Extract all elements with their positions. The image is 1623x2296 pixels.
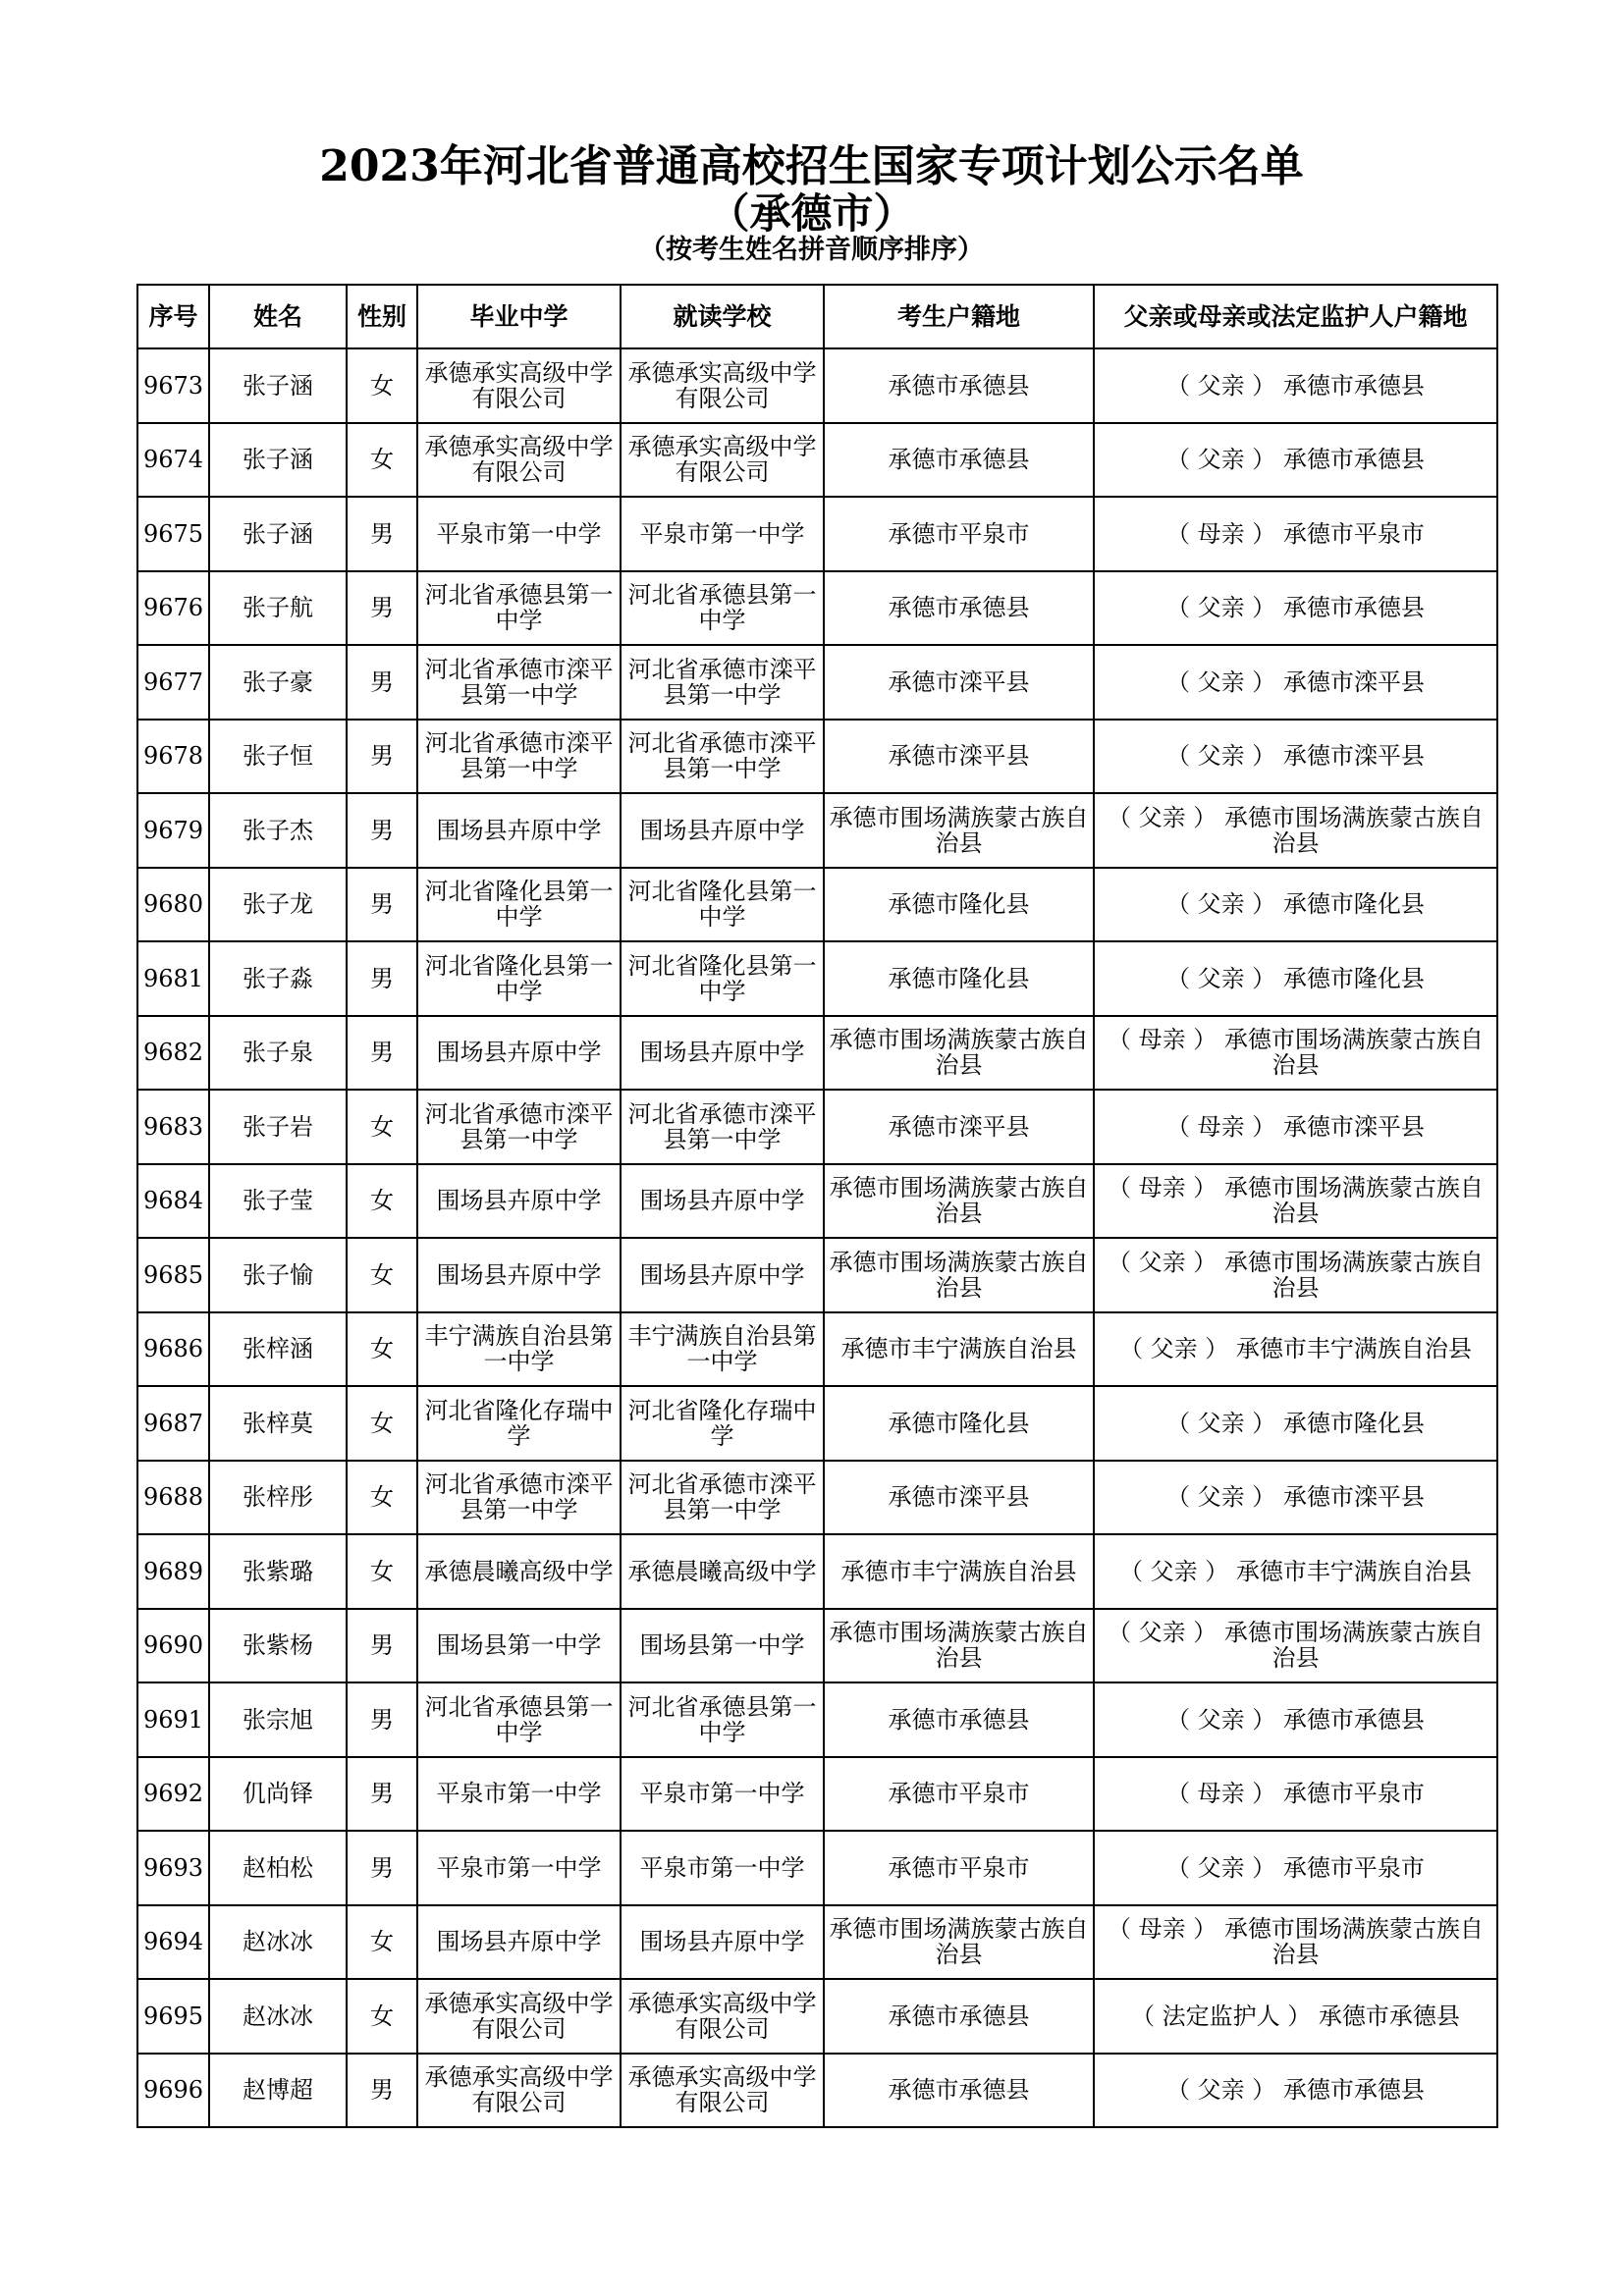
cell-name: 张子莹 (209, 1164, 347, 1239)
cell-name: 张子涵 (209, 497, 347, 571)
table-row (137, 1386, 1497, 1461)
cell-name: 仉尚铎 (209, 1757, 347, 1832)
cell-grad-school: 平泉市第一中学 (417, 1831, 621, 1905)
cell-seq: 9677 (137, 645, 209, 720)
cell-guardian-hukou: （ 法定监护人 ） 承德市承德县 (1094, 1979, 1497, 2054)
cell-gender: 女 (347, 423, 417, 498)
cell-gender: 男 (347, 571, 417, 646)
cell-gender: 男 (347, 1609, 417, 1683)
cell-study-school: 承德承实高级中学有限公司 (621, 423, 824, 498)
cell-name: 张子豪 (209, 645, 347, 720)
cell-study-school: 丰宁满族自治县第一中学 (621, 1312, 824, 1387)
cell-gender: 男 (347, 1682, 417, 1757)
cell-name: 赵冰冰 (209, 1905, 347, 1980)
table-row (137, 1609, 1497, 1683)
cell-name: 张紫璐 (209, 1534, 347, 1609)
cell-guardian-hukou: （ 母亲 ） 承德市围场满族蒙古族自治县 (1094, 1016, 1497, 1091)
cell-hukou: 承德市隆化县 (824, 941, 1094, 1016)
cell-study-school: 河北省承德市滦平县第一中学 (621, 1090, 824, 1164)
cell-grad-school: 河北省隆化存瑞中学 (417, 1386, 621, 1461)
cell-study-school: 河北省隆化县第一中学 (621, 868, 824, 942)
cell-guardian-hukou: （ 父亲 ） 承德市承德县 (1094, 423, 1497, 498)
cell-seq: 9694 (137, 1905, 209, 1980)
table-row (137, 1016, 1497, 1091)
cell-gender: 男 (347, 1757, 417, 1832)
cell-guardian-hukou: （ 父亲 ） 承德市隆化县 (1094, 1386, 1497, 1461)
cell-gender: 女 (347, 1386, 417, 1461)
table-row (137, 1312, 1497, 1387)
table-row (137, 2054, 1497, 2128)
cell-hukou: 承德市承德县 (824, 1979, 1094, 2054)
cell-study-school: 河北省承德市滦平县第一中学 (621, 645, 824, 720)
table-row (137, 348, 1497, 423)
table-header-row (137, 285, 1497, 348)
cell-guardian-hukou: （ 母亲 ） 承德市平泉市 (1094, 1757, 1497, 1832)
cell-hukou: 承德市承德县 (824, 348, 1094, 423)
cell-name: 张子杰 (209, 793, 347, 868)
cell-guardian-hukou: （ 父亲 ） 承德市围场满族蒙古族自治县 (1094, 1609, 1497, 1683)
header-gender: 性别 (347, 285, 417, 348)
cell-gender: 男 (347, 1831, 417, 1905)
cell-guardian-hukou: （ 母亲 ） 承德市平泉市 (1094, 497, 1497, 571)
cell-grad-school: 河北省承德市滦平县第一中学 (417, 1461, 621, 1535)
cell-study-school: 河北省承德市滦平县第一中学 (621, 720, 824, 794)
cell-study-school: 平泉市第一中学 (621, 1757, 824, 1832)
cell-study-school: 平泉市第一中学 (621, 1831, 824, 1905)
cell-seq: 9676 (137, 571, 209, 646)
cell-study-school: 围场县卉原中学 (621, 1905, 824, 1980)
cell-guardian-hukou: （ 父亲 ） 承德市承德县 (1094, 348, 1497, 423)
cell-seq: 9689 (137, 1534, 209, 1609)
cell-hukou: 承德市围场满族蒙古族自治县 (824, 1164, 1094, 1239)
cell-seq: 9688 (137, 1461, 209, 1535)
cell-seq: 9682 (137, 1016, 209, 1091)
cell-grad-school: 平泉市第一中学 (417, 497, 621, 571)
cell-study-school: 河北省承德市滦平县第一中学 (621, 1461, 824, 1535)
cell-gender: 男 (347, 941, 417, 1016)
table-row (137, 1461, 1497, 1535)
cell-grad-school: 承德承实高级中学有限公司 (417, 348, 621, 423)
cell-grad-school: 丰宁满族自治县第一中学 (417, 1312, 621, 1387)
cell-study-school: 承德承实高级中学有限公司 (621, 2054, 824, 2128)
table-row (137, 1831, 1497, 1905)
cell-gender: 女 (347, 1164, 417, 1239)
cell-guardian-hukou: （ 母亲 ） 承德市围场满族蒙古族自治县 (1094, 1905, 1497, 1980)
cell-name: 张子岩 (209, 1090, 347, 1164)
table-row (137, 1534, 1497, 1609)
cell-grad-school: 河北省隆化县第一中学 (417, 868, 621, 942)
header-grad-school: 毕业中学 (417, 285, 621, 348)
table-row (137, 720, 1497, 794)
cell-grad-school: 承德承实高级中学有限公司 (417, 423, 621, 498)
cell-study-school: 河北省隆化存瑞中学 (621, 1386, 824, 1461)
cell-seq: 9685 (137, 1238, 209, 1312)
cell-name: 赵冰冰 (209, 1979, 347, 2054)
cell-name: 张子涵 (209, 348, 347, 423)
table-row (137, 645, 1497, 720)
document-subtitle-sort-note: （按考生姓名拼音顺序排序） (639, 235, 984, 265)
cell-study-school: 围场县卉原中学 (621, 1164, 824, 1239)
cell-name: 张子泉 (209, 1016, 347, 1091)
table-row (137, 1682, 1497, 1757)
candidate-table (136, 284, 1498, 2128)
cell-grad-school: 承德承实高级中学有限公司 (417, 1979, 621, 2054)
cell-study-school: 围场县第一中学 (621, 1609, 824, 1683)
cell-hukou: 承德市滦平县 (824, 1461, 1094, 1535)
cell-gender: 男 (347, 645, 417, 720)
cell-guardian-hukou: （ 母亲 ） 承德市围场满族蒙古族自治县 (1094, 1164, 1497, 1239)
cell-guardian-hukou: （ 父亲 ） 承德市滦平县 (1094, 1461, 1497, 1535)
cell-hukou: 承德市平泉市 (824, 1757, 1094, 1832)
table-body (137, 348, 1497, 2127)
cell-name: 张紫杨 (209, 1609, 347, 1683)
cell-guardian-hukou: （ 父亲 ） 承德市滦平县 (1094, 645, 1497, 720)
cell-guardian-hukou: （ 父亲 ） 承德市围场满族蒙古族自治县 (1094, 1238, 1497, 1312)
cell-hukou: 承德市滦平县 (824, 645, 1094, 720)
cell-seq: 9675 (137, 497, 209, 571)
cell-guardian-hukou: （ 父亲 ） 承德市围场满族蒙古族自治县 (1094, 793, 1497, 868)
cell-hukou: 承德市平泉市 (824, 497, 1094, 571)
cell-seq: 9680 (137, 868, 209, 942)
cell-guardian-hukou: （ 父亲 ） 承德市滦平县 (1094, 720, 1497, 794)
cell-guardian-hukou: （ 父亲 ） 承德市隆化县 (1094, 941, 1497, 1016)
cell-name: 张宗旭 (209, 1682, 347, 1757)
cell-grad-school: 河北省承德市滦平县第一中学 (417, 645, 621, 720)
table-row (137, 868, 1497, 942)
header-study-school: 就读学校 (621, 285, 824, 348)
cell-seq: 9683 (137, 1090, 209, 1164)
cell-hukou: 承德市围场满族蒙古族自治县 (824, 793, 1094, 868)
cell-study-school: 承德承实高级中学有限公司 (621, 348, 824, 423)
cell-grad-school: 围场县卉原中学 (417, 793, 621, 868)
cell-guardian-hukou: （ 父亲 ） 承德市丰宁满族自治县 (1094, 1312, 1497, 1387)
table-row (137, 1164, 1497, 1239)
cell-study-school: 围场县卉原中学 (621, 1238, 824, 1312)
cell-seq: 9686 (137, 1312, 209, 1387)
cell-guardian-hukou: （ 父亲 ） 承德市丰宁满族自治县 (1094, 1534, 1497, 1609)
cell-gender: 男 (347, 1016, 417, 1091)
table-row (137, 571, 1497, 646)
table-row (137, 1238, 1497, 1312)
table-row (137, 423, 1497, 498)
cell-seq: 9692 (137, 1757, 209, 1832)
cell-seq: 9673 (137, 348, 209, 423)
cell-gender: 女 (347, 1238, 417, 1312)
cell-name: 张梓彤 (209, 1461, 347, 1535)
cell-name: 赵博超 (209, 2054, 347, 2128)
cell-study-school: 围场县卉原中学 (621, 1016, 824, 1091)
cell-gender: 女 (347, 348, 417, 423)
cell-hukou: 承德市承德县 (824, 2054, 1094, 2128)
cell-name: 张子淼 (209, 941, 347, 1016)
cell-gender: 男 (347, 793, 417, 868)
cell-grad-school: 围场县卉原中学 (417, 1016, 621, 1091)
cell-hukou: 承德市滦平县 (824, 720, 1094, 794)
cell-name: 张梓涵 (209, 1312, 347, 1387)
document-subtitle-city: （承德市） (708, 189, 915, 238)
cell-seq: 9678 (137, 720, 209, 794)
cell-gender: 男 (347, 2054, 417, 2128)
cell-hukou: 承德市滦平县 (824, 1090, 1094, 1164)
cell-gender: 女 (347, 1312, 417, 1387)
cell-gender: 男 (347, 868, 417, 942)
cell-grad-school: 承德承实高级中学有限公司 (417, 2054, 621, 2128)
cell-hukou: 承德市承德县 (824, 571, 1094, 646)
cell-gender: 男 (347, 720, 417, 794)
cell-seq: 9679 (137, 793, 209, 868)
cell-name: 张子龙 (209, 868, 347, 942)
cell-name: 张子航 (209, 571, 347, 646)
header-name: 姓名 (209, 285, 347, 348)
cell-seq: 9684 (137, 1164, 209, 1239)
table-row (137, 941, 1497, 1016)
table-row (137, 793, 1497, 868)
table-row (137, 1905, 1497, 1980)
cell-hukou: 承德市围场满族蒙古族自治县 (824, 1905, 1094, 1980)
cell-guardian-hukou: （ 父亲 ） 承德市平泉市 (1094, 1831, 1497, 1905)
cell-seq: 9695 (137, 1979, 209, 2054)
cell-guardian-hukou: （ 父亲 ） 承德市承德县 (1094, 2054, 1497, 2128)
cell-grad-school: 围场县卉原中学 (417, 1164, 621, 1239)
cell-hukou: 承德市丰宁满族自治县 (824, 1312, 1094, 1387)
cell-hukou: 承德市围场满族蒙古族自治县 (824, 1238, 1094, 1312)
cell-seq: 9690 (137, 1609, 209, 1683)
cell-name: 张梓莫 (209, 1386, 347, 1461)
cell-guardian-hukou: （ 父亲 ） 承德市隆化县 (1094, 868, 1497, 942)
table-row (137, 1757, 1497, 1832)
cell-hukou: 承德市围场满族蒙古族自治县 (824, 1016, 1094, 1091)
cell-seq: 9696 (137, 2054, 209, 2128)
table-row (137, 497, 1497, 571)
cell-gender: 女 (347, 1905, 417, 1980)
table-row (137, 1090, 1497, 1164)
cell-guardian-hukou: （ 父亲 ） 承德市承德县 (1094, 1682, 1497, 1757)
header-guardian-hukou: 父亲或母亲或法定监护人户籍地 (1094, 285, 1497, 348)
cell-name: 张子涵 (209, 423, 347, 498)
cell-study-school: 承德晨曦高级中学 (621, 1534, 824, 1609)
cell-gender: 女 (347, 1534, 417, 1609)
cell-seq: 9691 (137, 1682, 209, 1757)
cell-study-school: 平泉市第一中学 (621, 497, 824, 571)
cell-name: 张子愉 (209, 1238, 347, 1312)
cell-hukou: 承德市隆化县 (824, 868, 1094, 942)
cell-study-school: 河北省承德县第一中学 (621, 1682, 824, 1757)
cell-hukou: 承德市承德县 (824, 423, 1094, 498)
cell-grad-school: 河北省承德市滦平县第一中学 (417, 720, 621, 794)
cell-grad-school: 承德晨曦高级中学 (417, 1534, 621, 1609)
cell-seq: 9674 (137, 423, 209, 498)
document-title: 2023年河北省普通高校招生国家专项计划公示名单 (319, 141, 1304, 191)
cell-gender: 女 (347, 1979, 417, 2054)
cell-seq: 9681 (137, 941, 209, 1016)
cell-grad-school: 围场县卉原中学 (417, 1238, 621, 1312)
cell-seq: 9693 (137, 1831, 209, 1905)
cell-name: 赵柏松 (209, 1831, 347, 1905)
cell-study-school: 河北省隆化县第一中学 (621, 941, 824, 1016)
cell-hukou: 承德市围场满族蒙古族自治县 (824, 1609, 1094, 1683)
cell-hukou: 承德市丰宁满族自治县 (824, 1534, 1094, 1609)
header-hukou: 考生户籍地 (824, 285, 1094, 348)
cell-hukou: 承德市隆化县 (824, 1386, 1094, 1461)
cell-gender: 女 (347, 1090, 417, 1164)
cell-grad-school: 河北省隆化县第一中学 (417, 941, 621, 1016)
cell-hukou: 承德市承德县 (824, 1682, 1094, 1757)
cell-grad-school: 河北省承德县第一中学 (417, 571, 621, 646)
cell-guardian-hukou: （ 母亲 ） 承德市滦平县 (1094, 1090, 1497, 1164)
cell-gender: 男 (347, 497, 417, 571)
cell-hukou: 承德市平泉市 (824, 1831, 1094, 1905)
header-seq: 序号 (137, 285, 209, 348)
cell-grad-school: 平泉市第一中学 (417, 1757, 621, 1832)
cell-guardian-hukou: （ 父亲 ） 承德市承德县 (1094, 571, 1497, 646)
cell-seq: 9687 (137, 1386, 209, 1461)
cell-name: 张子恒 (209, 720, 347, 794)
cell-study-school: 围场县卉原中学 (621, 793, 824, 868)
cell-study-school: 河北省承德县第一中学 (621, 571, 824, 646)
cell-study-school: 承德承实高级中学有限公司 (621, 1979, 824, 2054)
cell-grad-school: 河北省承德县第一中学 (417, 1682, 621, 1757)
cell-grad-school: 围场县第一中学 (417, 1609, 621, 1683)
cell-grad-school: 河北省承德市滦平县第一中学 (417, 1090, 621, 1164)
table-row (137, 1979, 1497, 2054)
cell-grad-school: 围场县卉原中学 (417, 1905, 621, 1980)
cell-gender: 女 (347, 1461, 417, 1535)
